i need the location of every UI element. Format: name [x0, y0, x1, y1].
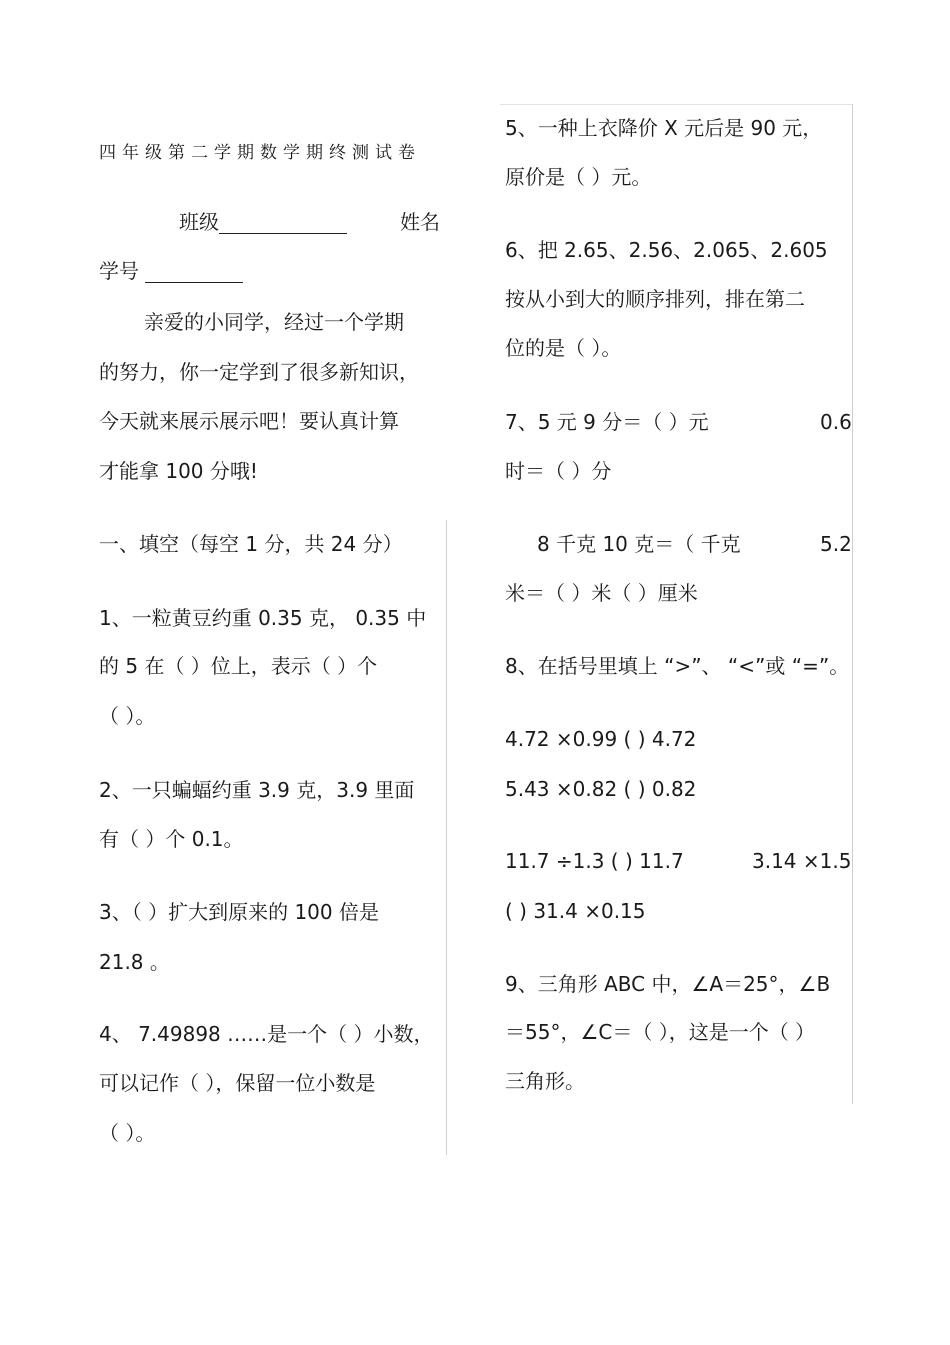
class-field	[179, 210, 347, 234]
question-7-line: 7、5 元 9 分＝（ ）元	[505, 410, 709, 434]
question-4-line: 可以记作（ ），保留一位小数是	[99, 1071, 376, 1095]
question-9-line: 9、三角形 ABC 中，∠A＝25°，∠B	[505, 972, 831, 996]
question-9-line: 三角形。	[505, 1069, 585, 1093]
question-8-row: 11.7 ÷1.3 ( ) 11.7	[505, 849, 684, 873]
question-4-line: （ ）。	[99, 1121, 156, 1145]
question-7-line: 5.2	[820, 532, 852, 556]
intro-line: 今天就来展示展示吧！要认真计算	[99, 409, 399, 433]
column-divider	[446, 520, 447, 1155]
question-6-line: 按从小到大的顺序排列，排在第二	[505, 287, 805, 311]
id-field	[99, 259, 243, 283]
question-8-row: ( ) 31.4 ×0.15	[505, 899, 646, 923]
intro-line: 亲爱的小同学，经过一个学期	[144, 310, 404, 334]
question-7-line: 时＝（ ）分	[505, 459, 612, 483]
intro-line: 才能拿 100 分哦!	[99, 459, 258, 483]
question-2-line: 有（ ）个 0.1。	[99, 827, 244, 851]
question-3-line: 21.8 。	[99, 950, 170, 974]
question-7-line: 米＝（ ）米（ ）厘米	[505, 581, 698, 605]
question-6-line: 6、把 2.65、2.56、2.065、2.605	[505, 238, 828, 262]
question-7-line: 0.6	[820, 410, 852, 434]
question-2-line: 2、一只蝙蝠约重 3.9 克，3.9 里面	[99, 778, 415, 802]
id-label: 学号	[99, 259, 139, 283]
class-blank[interactable]	[219, 213, 347, 234]
question-7-line: 8 千克 10 克＝（ 千克	[537, 532, 741, 556]
question-8-row: 5.43 ×0.82 ( ) 0.82	[505, 777, 697, 801]
question-3-line: 3、（ ）扩大到原来的 100 倍是	[99, 900, 379, 924]
right-border	[852, 104, 853, 1104]
top-border	[500, 104, 852, 105]
question-8-row: 3.14 ×1.5	[752, 849, 852, 873]
section-heading: 一、填空（每空 1 分，共 24 分）	[99, 532, 403, 556]
intro-line: 的努力，你一定学到了很多新知识，	[99, 360, 419, 384]
id-blank[interactable]	[145, 262, 243, 283]
question-8-title: 8、在括号里填上 “>”、 “<”或 “=”。	[505, 654, 850, 678]
question-8-row: 4.72 ×0.99 ( ) 4.72	[505, 727, 697, 751]
question-1-line: 的 5 在（ ）位上，表示（ ）个	[99, 654, 378, 678]
question-5-line: 原价是（ ）元。	[505, 165, 652, 189]
question-5-line: 5、一种上衣降价 X 元后是 90 元，	[505, 116, 823, 140]
question-4-line: 4、 7.49898 ……是一个（ ）小数，	[99, 1022, 434, 1046]
question-1-line: 1、一粒黄豆约重 0.35 克， 0.35 中	[99, 606, 427, 630]
question-6-line: 位的是（ ）。	[505, 336, 622, 360]
question-9-line: ＝55°，∠C＝（ ），这是一个（ ）	[505, 1020, 816, 1044]
page-title: 四年级第二学期数学期终测试卷	[99, 143, 421, 163]
class-label: 班级	[179, 210, 219, 234]
name-label: 姓名	[400, 210, 440, 234]
question-1-line: （ ）。	[99, 704, 156, 728]
